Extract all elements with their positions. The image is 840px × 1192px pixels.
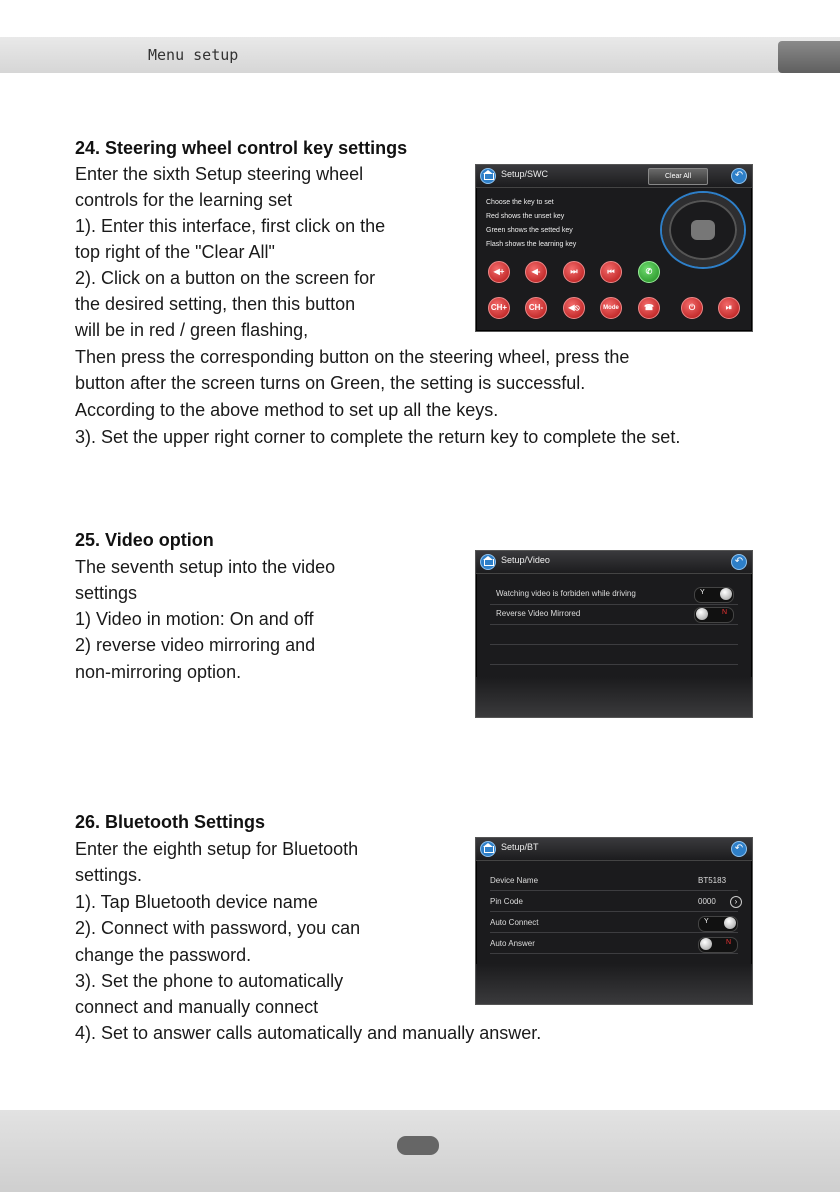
swc-line-7: will be in red / green flashing,	[75, 320, 309, 340]
toggle-state: Y	[704, 918, 709, 925]
bt-screen-title: Setup/BT	[501, 842, 539, 852]
swc-line-2: controls for the learning set	[75, 190, 293, 210]
swc-line-4: top right of the "Clear All"	[75, 242, 275, 262]
swc-key-mode[interactable]: Mode	[600, 297, 622, 319]
video-line-2: settings	[75, 583, 138, 603]
swc-screen-title: Setup/SWC	[501, 169, 549, 179]
back-icon[interactable]: ↶	[731, 554, 747, 570]
bt-line-5: change the password.	[75, 945, 252, 965]
heading-video: 25. Video option	[75, 530, 214, 550]
home-icon[interactable]	[480, 168, 496, 184]
bt-row-pin-label: Pin Code	[490, 897, 523, 906]
swc-key-play-pause[interactable]: ⏯	[718, 297, 740, 319]
video-line-3: 1) Video in motion: On and off	[75, 609, 314, 629]
bt-device-name-value[interactable]: BT5183	[698, 876, 727, 885]
swc-line-10: According to the above method to set up all the keys.	[75, 400, 499, 420]
toggle-state: N	[725, 939, 731, 946]
bt-line-2: settings.	[75, 865, 143, 885]
swc-key-hangup[interactable]: ☎	[638, 297, 660, 319]
heading-bt: 26. Bluetooth Settings	[75, 812, 266, 832]
bt-autoanswer-toggle[interactable]	[698, 937, 738, 953]
steering-wheel-icon	[662, 193, 744, 267]
bt-row-device-label: Device Name	[490, 876, 539, 885]
swc-key-call[interactable]: ✆	[638, 261, 660, 283]
header-title: Menu setup	[148, 46, 239, 64]
video-line-4: 2) reverse video mirroring and	[75, 635, 316, 655]
bt-row-autoanswer-label: Auto Answer	[490, 939, 535, 948]
swc-instruction-1: Choose the key to set	[486, 199, 554, 206]
swc-key-mute[interactable]: ◀⦸	[563, 297, 585, 319]
back-icon[interactable]: ↶	[731, 168, 747, 184]
bt-row-autoconnect-label: Auto Connect	[490, 918, 539, 927]
page-number-pill	[397, 1136, 439, 1155]
swc-line-8: Then press the corresponding button on the steering wheel, press the	[75, 347, 630, 367]
toggle-state: N	[721, 609, 727, 616]
video-screen-title: Setup/Video	[501, 555, 550, 565]
swc-key-vol-up[interactable]: ◀+	[488, 261, 510, 283]
header-tab	[778, 41, 840, 73]
bt-line-8: 4). Set to answer calls automatically and manually answer.	[75, 1023, 542, 1043]
swc-key-next[interactable]: ⏭	[563, 261, 585, 283]
swc-instruction-3: Green shows the setted key	[486, 227, 573, 234]
swc-key-ch-up[interactable]: CH+	[488, 297, 510, 319]
video-screen	[475, 550, 753, 718]
swc-screen	[475, 164, 753, 332]
swc-key-ch-down[interactable]: CH-	[525, 297, 547, 319]
home-icon[interactable]	[480, 554, 496, 570]
page-header	[0, 37, 840, 73]
video-row-driving-label: Watching video is forbiden while driving	[496, 589, 636, 598]
swc-line-6: the desired setting, then this button	[75, 294, 356, 314]
video-line-1: The seventh setup into the video	[75, 557, 336, 577]
swc-line-9: button after the screen turns on Green, the setting is successful.	[75, 373, 586, 393]
bt-line-4: 2). Connect with password, you can	[75, 918, 361, 938]
back-icon[interactable]: ↶	[731, 841, 747, 857]
swc-titlebar	[476, 165, 752, 188]
bt-line-7: connect and manually connect	[75, 997, 319, 1017]
video-mirror-toggle[interactable]	[694, 607, 734, 623]
swc-line-3: 1). Enter this interface, first click on the	[75, 216, 386, 236]
bt-line-6: 3). Set the phone to automatically	[75, 971, 344, 991]
chevron-right-icon[interactable]: ›	[730, 896, 742, 908]
swc-key-vol-down[interactable]: ◀-	[525, 261, 547, 283]
page-footer	[0, 1110, 840, 1192]
video-titlebar	[476, 551, 752, 574]
swc-line-1: Enter the sixth Setup steering wheel	[75, 164, 364, 184]
bt-line-1: Enter the eighth setup for Bluetooth	[75, 839, 359, 859]
swc-line-11: 3). Set the upper right corner to complete the return key to complete the set.	[75, 427, 681, 447]
bt-screen	[475, 837, 753, 1005]
video-driving-toggle[interactable]	[694, 587, 734, 603]
heading-swc: 24. Steering wheel control key settings	[75, 138, 408, 158]
bt-pin-value[interactable]: 0000	[698, 897, 716, 906]
swc-instruction-2: Red shows the unset key	[486, 213, 565, 220]
video-line-5: non-mirroring option.	[75, 662, 242, 682]
swc-instruction-4: Flash shows the learning key	[486, 241, 577, 248]
swc-line-5: 2). Click on a button on the screen for	[75, 268, 376, 288]
swc-key-power[interactable]: ⏻	[681, 297, 703, 319]
bt-line-3: 1). Tap Bluetooth device name	[75, 892, 318, 912]
bt-autoconnect-toggle[interactable]	[698, 916, 738, 932]
bt-titlebar	[476, 838, 752, 861]
video-row-mirror-label: Reverse Video Mirrored	[496, 609, 581, 618]
toggle-state: Y	[700, 589, 705, 596]
swc-key-prev[interactable]: ⏮	[600, 261, 622, 283]
home-icon[interactable]	[480, 841, 496, 857]
clear-all-button[interactable]: Clear All	[648, 168, 708, 185]
